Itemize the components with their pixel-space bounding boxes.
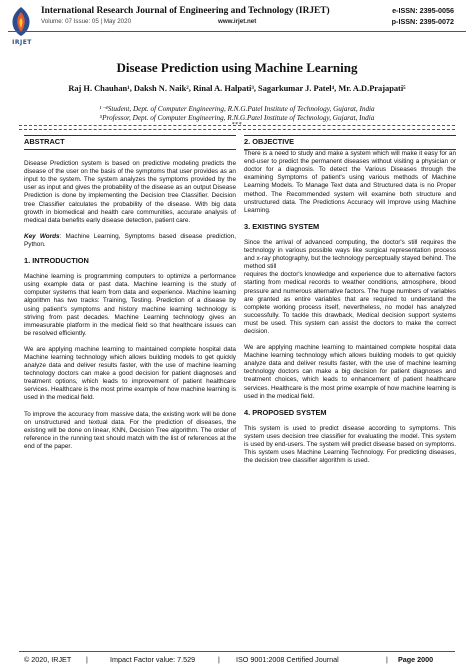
footer-copyright: © 2020, IRJET [24, 655, 72, 664]
separator-stars: *** [231, 122, 243, 128]
existing-system-heading: 3. EXISTING SYSTEM [244, 221, 320, 231]
keywords-line [24, 233, 236, 249]
introduction-paragraph-3: To improve the accuracy from massive data, the existing work will be done on unstructured and textual data. For the prediction of diseases, the existing will be done on linear, KNN, Decision Tree algorithm. The order of reference in the running text should match with the list of references at the end of the paper. [24, 410, 236, 450]
existing-system-paragraph-2: requires the doctor's knowledge and experience due to alternative factors starting from medical records to weather conditions, atmosphere, blood pressure and numerous alternative factors. The huge numbers of variables are granted as entire variables that are required to understand the complete working process itself, nevertheless, no model has analyzed successfully. To tackle this drawback, Medical decision support systems must be used. This system can assist the doctors to make the correct decision. [244, 271, 456, 335]
volume-issue: Volume: 07 Issue: 05 | May 2020 [41, 18, 132, 25]
paper-authors: Raj H. Chauhan¹, Daksh N. Naik², Rinal A. Halpati³, Sagarkumar J. Patel⁴, Mr. A.D.Prajapati⁵ [68, 84, 406, 93]
abstract-heading: ABSTRACT [24, 137, 65, 146]
existing-system-paragraph-3: We are applying machine learning to maintained complete hospital data Machine learning technology which allows building models to get quickly analyze data and deliver results faster, with the use of machine learning technology doctors can make a big decision for patient diagnoses and treatment choices, which leads to enhancement of patient healthcare services. Healthcare is the most prime example of how machine learning is used in the medical field. [244, 344, 456, 400]
keywords-text: : Machine Learning, Symptoms based disease prediction, Python. [24, 232, 236, 248]
header-divider [8, 31, 466, 32]
p-issn: p-ISSN: 2395-0072 [391, 17, 454, 26]
keywords-label: Key Words [24, 232, 60, 240]
affiliation-students: ¹⁻⁴Student, Dept. of Computer Engineering, R.N.G.Patel Institute of Technology, Gujarat, India [99, 105, 375, 113]
logo-text: IRJET [12, 39, 32, 46]
existing-system-paragraph-1: Since the arrival of advanced computing, the doctor's still requires the technology in various possible ways like surgical representation process and x-ray photography, but the technology perceptually stayed behind. The method still [244, 238, 456, 271]
introduction-heading: 1. INTRODUCTION [24, 256, 89, 266]
paper-title: Disease Prediction using Machine Learning [116, 60, 358, 75]
title-separator [19, 122, 455, 130]
footer-separator: | [386, 655, 388, 664]
journal-header [0, 0, 474, 52]
footer-iso: ISO 9001:2008 Certified Journal [236, 655, 339, 664]
left-column [24, 135, 236, 451]
page-footer [0, 655, 474, 669]
footer-separator: | [218, 655, 220, 664]
abstract-text: Disease Prediction system is based on predictive modeling predicts the disease of the user on the basis of the symptoms that user provides as an input to the system. The system analyzes the symptoms provided by the user as input and gives the probability of the disease as an output Disease Prediction is done by implementing the Decision tree Classifier. Decision tree Classifier calculates the probability of the disease. With big data growth in biomedical and health care communities, accurate analysis of medical data benefits early disease detection, patient care. [24, 160, 236, 224]
right-column [244, 135, 456, 465]
objective-heading-box [244, 135, 456, 150]
affiliation-professor: ⁵Professor, Dept. of Computer Engineering, R.N.G.Patel Institute of Technology, Gujarat, India [99, 114, 375, 122]
objective-text: There is a need to study and make a system which will make it easy for an end-user to predict the permanent diseases without visiting a physician or doctor for a diagnosis. To detect the Various Diseases through the examining Symptoms of patient's using various methods of Machine Learning Models. To Manage Text data and Structured data is no Proper method. The Recommended system will examine both structure and unstructured data. The Predictions Accuracy will Improve using Machine Learning. [244, 150, 456, 214]
proposed-system-heading: 4. PROPOSED SYSTEM [244, 407, 327, 417]
abstract-heading-box [24, 135, 236, 150]
objective-heading: 2. OBJECTIVE [244, 137, 295, 146]
introduction-paragraph-2: We are applying machine learning to maintained complete hospital data Machine learning technology which allows building models to get quickly analyze data and deliver results faster, with the use of machine learning technology doctors can make a good decision for patient diagnoses and treatment options, which leads to improvement of patient healthcare services. Healthcare is the most prime example of how machine learning is used in the medical field. [24, 345, 236, 402]
footer-separator: | [86, 655, 88, 664]
introduction-paragraph-1: Machine learning is programming computers to optimize a performance using example data or past data. Machine learning is the study of computer systems that learn from data and experience. Machine learning algorithm has two tracks: Training, Testing. Prediction of a disease by using patient's symptoms and history machine learning technology is striving from past decades. Machine Learning technology gives an immeasurable platform in the medical field so that healthcare issues can be resolved efficiently. [24, 273, 236, 337]
footer-page-number: Page 2000 [398, 655, 434, 664]
footer-impact-factor: Impact Factor value: 7.529 [110, 655, 196, 664]
proposed-system-text: This system is used to predict disease according to symptoms. This system uses decision tree classifier for evaluating the model. This system is used by end-users. The system will predict disease based on symptoms. This system uses Machine Learning Technology. For predicting diseases, the decision tree classifier algorithm is used. [244, 424, 456, 465]
footer-divider [19, 651, 455, 652]
e-issn: e-ISSN: 2395-0056 [392, 6, 454, 15]
journal-website-link[interactable]: www.irjet.net [218, 18, 257, 25]
irjet-logo-icon [9, 6, 33, 38]
journal-name: International Research Journal of Engineering and Technology (IRJET) [41, 6, 330, 16]
